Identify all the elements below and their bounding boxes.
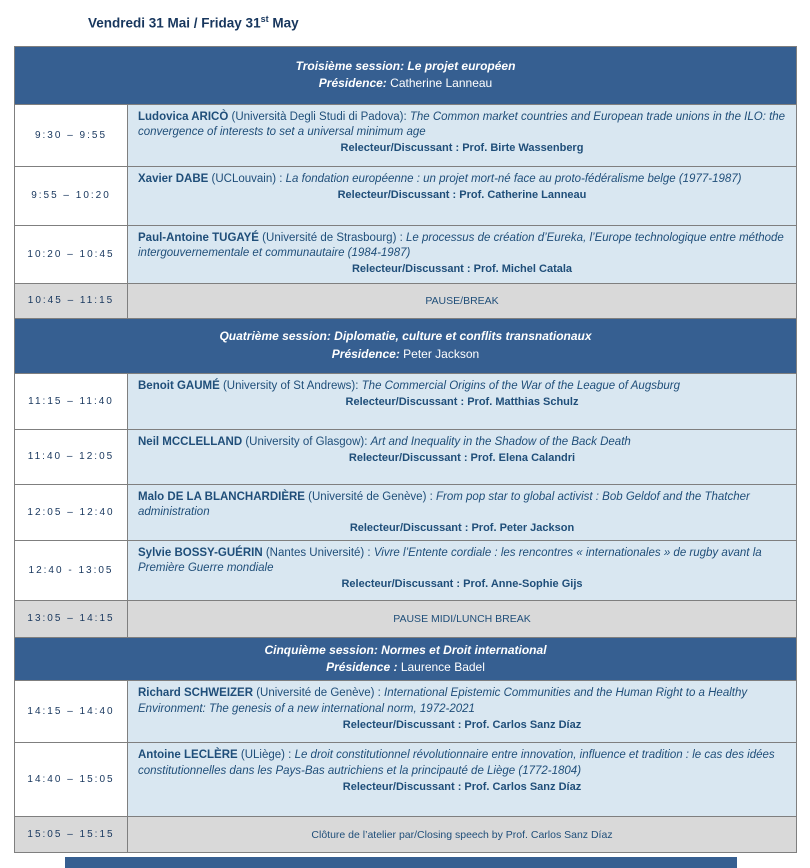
talk-text	[138, 231, 786, 262]
talk-title: Le droit constitutionnel révolutionnaire entre innovation, influence et tradition : le cas des idées constitutionnelles dans les Pays-Bas autrichiens et la principauté de Liège (1772-1804)	[138, 749, 775, 777]
discussant-line: Relecteur/Discussant : Prof. Catherine Lanneau	[337, 188, 587, 201]
break-label: Clôture de l’atelier par/Closing speech by Prof. Carlos Sanz Díaz	[128, 817, 796, 852]
talk-text	[138, 435, 786, 450]
discussant-line: Relecteur/Discussant : Prof. Elena Calandri	[348, 451, 576, 464]
break-row	[15, 283, 796, 318]
speaker-affiliation: (Université de Strasbourg) :	[258, 231, 406, 244]
page-title	[88, 14, 797, 31]
session-header-row	[15, 47, 796, 104]
time-slot: 10:45 – 11:15	[15, 284, 128, 318]
speaker-affiliation: (ULiège) :	[237, 749, 295, 762]
time-slot: 11:40 – 12:05	[15, 430, 128, 484]
talk-text	[138, 748, 786, 779]
talk-title: The Commercial Origins of the War of the League of Augsburg	[361, 379, 680, 392]
talk-title: Vivre l’Entente cordiale : les rencontres « internationales » de rugby avant la Première Guerre mondiale	[138, 546, 762, 574]
chair-label: Présidence :	[326, 659, 398, 674]
talk-cell	[128, 743, 796, 816]
speaker-name: Xavier DABE	[138, 172, 209, 185]
talk-row	[15, 166, 796, 225]
session-header-row	[15, 637, 796, 681]
talk-cell	[128, 541, 796, 600]
session-chair	[23, 346, 788, 363]
chair-name: Catherine Lanneau	[386, 76, 493, 90]
chair-label: Présidence:	[331, 346, 400, 361]
talk-text	[138, 686, 786, 717]
time-slot: 14:15 – 14:40	[15, 681, 128, 742]
speaker-affiliation: (Università Degli Studi di Padova):	[228, 110, 410, 123]
talk-text	[138, 110, 786, 141]
page-title-ordinal: st	[260, 14, 269, 24]
discussant-line: Relecteur/Discussant : Prof. Birte Wassenberg	[340, 142, 584, 155]
schedule-table	[14, 46, 797, 854]
time-slot: 9:55 – 10:20	[15, 167, 128, 225]
discussant-line: Relecteur/Discussant : Prof. Carlos Sanz Díaz	[342, 781, 582, 794]
talk-row	[15, 484, 796, 540]
break-label: PAUSE MIDI/LUNCH BREAK	[128, 601, 796, 637]
discussant-line: Relecteur/Discussant : Prof. Peter Jackson	[349, 522, 575, 535]
talk-row	[15, 680, 796, 742]
talk-row	[15, 540, 796, 600]
speaker-affiliation: (Nantes Université) :	[262, 546, 374, 559]
speaker-name: Paul-Antoine TUGAYÉ	[138, 231, 259, 244]
speaker-affiliation: (UCLouvain) :	[208, 172, 286, 185]
break-label: PAUSE/BREAK	[128, 284, 796, 318]
talk-row	[15, 225, 796, 283]
talk-row	[15, 373, 796, 429]
talk-row	[15, 742, 796, 816]
chair-name: Laurence Badel	[397, 659, 485, 674]
talk-title: The Common market countries and European trade unions in the ILO: the convergence of interests to set a universal minimum age	[138, 110, 786, 138]
page-title-suffix: May	[268, 15, 299, 31]
talk-cell	[128, 374, 796, 429]
session-header-row	[15, 318, 796, 373]
talk-row	[15, 104, 796, 166]
speaker-name: Richard SCHWEIZER	[138, 687, 254, 700]
discussant-line: Relecteur/Discussant : Prof. Carlos Sanz Díaz	[342, 719, 582, 732]
speaker-name: Neil MCCLELLAND	[138, 435, 243, 448]
talk-cell	[128, 485, 796, 540]
time-slot: 12:40 - 13:05	[15, 541, 128, 600]
time-slot: 14:40 – 15:05	[15, 743, 128, 816]
talk-text	[138, 490, 786, 521]
time-slot: 15:05 – 15:15	[15, 817, 128, 852]
talk-title: Art and Inequality in the Shadow of the Back Death	[370, 435, 631, 448]
talk-text	[138, 379, 786, 394]
talk-cell	[128, 430, 796, 484]
talk-cell	[128, 105, 796, 166]
speaker-name: Malo DE LA BLANCHARDIÈRE	[138, 490, 305, 503]
speaker-affiliation: (Université de Genève) :	[253, 687, 385, 700]
talk-cell	[128, 167, 796, 225]
speaker-affiliation: (University of St Andrews):	[219, 379, 362, 392]
speaker-name: Ludovica ARICÒ	[138, 110, 229, 123]
talk-title: From pop star to global activist : Bob Geldof and the Thatcher administration	[138, 490, 750, 518]
time-slot: 13:05 – 14:15	[15, 601, 128, 637]
speaker-affiliation: (University of Glasgow):	[242, 435, 371, 448]
session-title: Cinquième session: Normes et Droit international	[264, 642, 547, 657]
speaker-name: Antoine LECLÈRE	[138, 749, 238, 762]
session-chair	[23, 659, 788, 676]
talk-text	[138, 546, 786, 577]
talk-cell	[128, 681, 796, 742]
break-row	[15, 816, 796, 852]
next-table-header-partial	[65, 857, 737, 868]
session-title: Troisième session: Le projet européen	[295, 58, 516, 73]
talk-text	[138, 172, 786, 187]
discussant-line: Relecteur/Discussant : Prof. Matthias Schulz	[345, 395, 579, 408]
talk-row	[15, 429, 796, 484]
session-title: Quatrième session: Diplomatie, culture et conflits transnationaux	[219, 329, 592, 344]
discussant-line: Relecteur/Discussant : Prof. Michel Catala	[351, 263, 573, 276]
chair-label: Présidence:	[318, 76, 387, 90]
time-slot: 12:05 – 12:40	[15, 485, 128, 540]
speaker-affiliation: (Université de Genève) :	[304, 490, 436, 503]
page-title-main: Vendredi 31 Mai / Friday 31	[88, 15, 261, 31]
talk-title: La fondation européenne : un projet mort-né face au proto-fédéralisme belge (1977-1987)	[285, 172, 742, 185]
talk-title: Le processus de création d’Eureka, l’Europe technologique entre méthode intergouvernementale et communautaire (1984-1987)	[138, 231, 784, 259]
break-row	[15, 600, 796, 637]
speaker-name: Benoit GAUMÉ	[138, 379, 220, 392]
time-slot: 10:20 – 10:45	[15, 226, 128, 283]
discussant-line: Relecteur/Discussant : Prof. Anne-Sophie Gijs	[341, 578, 583, 591]
chair-name: Peter Jackson	[399, 346, 480, 361]
talk-title: International Epistemic Communities and the Human Right to a Healthy Environment: The genesis of a new international norm, 1972-2021	[138, 687, 748, 715]
speaker-name: Sylvie BOSSY-GUÉRIN	[138, 546, 263, 559]
talk-cell	[128, 226, 796, 283]
session-chair	[23, 75, 788, 92]
time-slot: 11:15 – 11:40	[15, 374, 128, 429]
time-slot: 9:30 – 9:55	[15, 105, 128, 166]
